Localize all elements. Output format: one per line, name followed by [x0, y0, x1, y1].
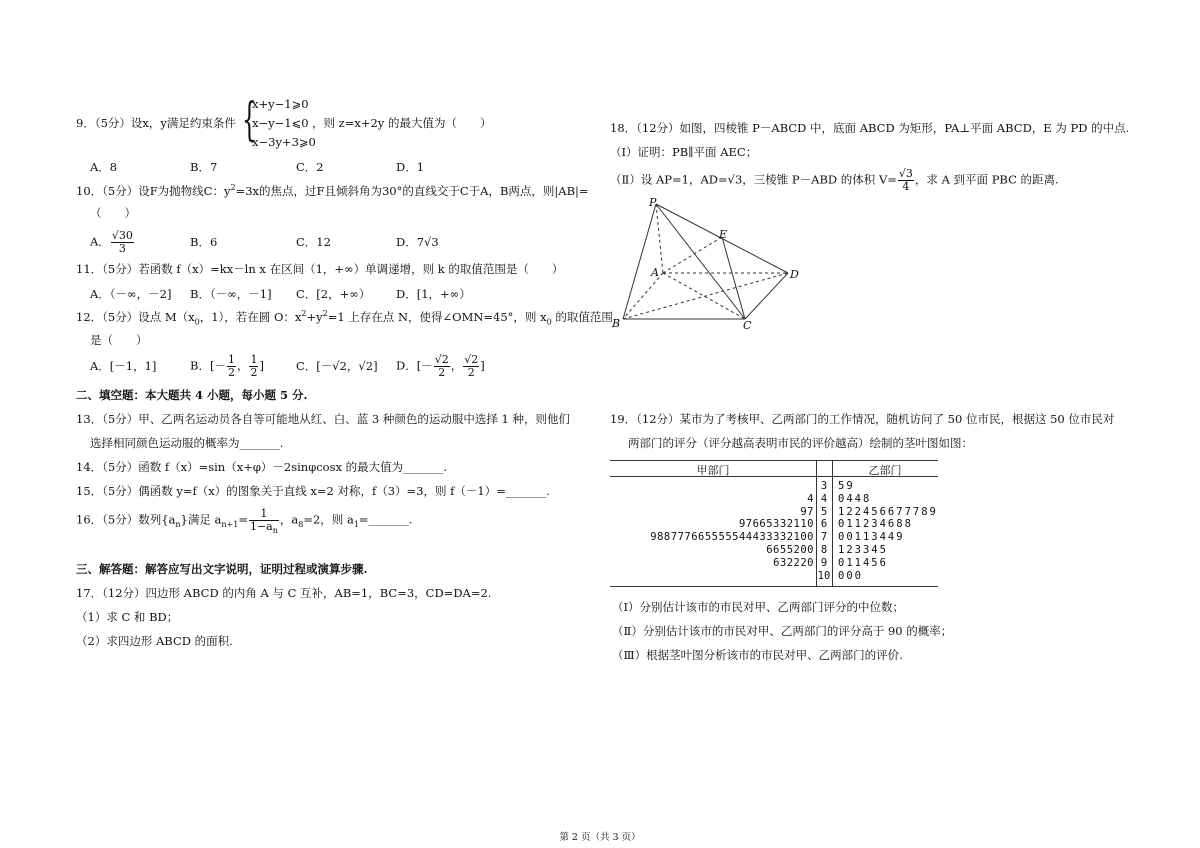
- plot-rows: [610, 480, 938, 582]
- stem: 10: [817, 569, 831, 582]
- q15-text: 15．（5分）偶函数 y=f（x）的图象关于直线 x=2 对称，f（3）=3，则 f（－1）=_______.: [76, 484, 550, 498]
- q13-line2: 选择相同颜色运动服的概率为_______.: [90, 436, 284, 450]
- q10-option-d: D．7√3: [396, 235, 439, 249]
- stem-leaf-row: [610, 518, 938, 531]
- q9-stem: 9．（5分）设x，y满足约束条件: [76, 116, 236, 130]
- right-leaves: 59: [838, 480, 855, 492]
- stem: 3: [820, 480, 828, 492]
- right-leaves: 0448: [838, 492, 872, 505]
- right-head: 乙部门: [868, 464, 902, 477]
- q10-option-c: C．12: [296, 235, 331, 249]
- right-leaves: 122456677789: [838, 505, 938, 518]
- plot-bottom-rule: [610, 586, 938, 587]
- stem-leaf-row: [610, 544, 938, 557]
- q10-paren: （ ）: [90, 206, 136, 220]
- q9-option-b: B．7: [190, 160, 218, 174]
- q19-sub1: （Ⅰ）分别估计该市的市民对甲、乙两部门评分的中位数；: [612, 600, 905, 614]
- stem-leaf-row: [610, 531, 938, 544]
- q19-line2: 两部门的评分（评分越高表明市民的评价越高）绘制的茎叶图如图：: [628, 436, 973, 450]
- q18-line2: （Ⅰ）证明：PB∥平面 AEC；: [610, 145, 758, 159]
- q17-line3: （2）求四边形 ABCD 的面积.: [76, 634, 233, 648]
- stem: 4: [820, 492, 828, 505]
- q12-option-a: A．[－1，1]: [90, 359, 157, 373]
- q11-option-d: D．[1，+∞）: [396, 287, 471, 301]
- edge-ae: [663, 237, 722, 273]
- q19-sub3: （Ⅲ）根据茎叶图分析该市的市民对甲、乙两部门的评价.: [612, 648, 903, 662]
- stem: 6: [820, 518, 828, 531]
- section-2-title: 二、填空题：本大题共 4 小题，每小题 5 分.: [76, 388, 308, 402]
- stem: 5: [820, 505, 828, 518]
- edge-ab: [623, 273, 663, 319]
- stem: 8: [820, 543, 828, 556]
- section-3-title: 三、解答题：解答应写出文字说明，证明过程或演算步骤.: [76, 562, 368, 576]
- q10-option-b: B．6: [190, 235, 218, 249]
- edge-pc: [656, 204, 745, 319]
- q17-line2: （1）求 C 和 BD；: [76, 610, 179, 624]
- stem-leaf-plot: [610, 460, 940, 588]
- stem: 9: [820, 556, 828, 569]
- edge-bd: [623, 273, 788, 319]
- q9-option-d: D．1: [396, 160, 425, 174]
- q10-stem: 10．（5分）设F为抛物线C：$y^2=3x$的焦点，过F且倾斜角为30°的直线交于C于A，B两点，则|AB|=: [76, 183, 589, 198]
- q12-stem: 12．（5分）设点 $M(x_0$，1），若在圆 O：$x^2+y^2=1$ 上存在点 N，使得∠OMN=45°，则 $x_0$ 的取值范围: [76, 309, 613, 327]
- page-footer: 第 2 页（共 3 页）: [559, 832, 641, 843]
- q18-line3: （Ⅱ）设 AP=1，AD=√3，三棱锥 P－ABD 的体积 V= $\frac{√3}{4}$ ，求 A 到平面 PBC 的距离.: [610, 167, 1059, 193]
- right-leaves: 011456: [838, 556, 888, 569]
- stem-leaf-row: [610, 570, 938, 583]
- edge-pb: [623, 204, 656, 319]
- q9-condition-2: x−y−1⩽0: [252, 116, 309, 130]
- q13-line1: 13．（5分）甲、乙两名运动员各自等可能地从红、白、蓝 3 种颜色的运动服中选择 1 种，则他们: [76, 412, 570, 426]
- q9-condition-1: x+y−1⩾0: [252, 97, 309, 111]
- stem-leaf-row: [610, 557, 938, 570]
- stem-leaf-row: [610, 480, 938, 493]
- q18-line1: 18．（12分）如图，四棱锥 P－ABCD 中，底面 ABCD 为矩形，PA⊥平面 ABCD，E 为 PD 的中点.: [610, 121, 1130, 135]
- right-leaves: 123345: [838, 543, 888, 556]
- label-d: D: [790, 268, 799, 281]
- stem-leaf-row: [610, 506, 938, 519]
- q10-option-a: A． $\frac{√30}{3}$: [90, 229, 133, 255]
- left-leaves: 97665332110: [738, 518, 814, 531]
- q12-option-b: B．[－ $\frac{1}{2}$ ， $\frac{1}{2}$ ]: [190, 353, 264, 379]
- label-p: P: [649, 196, 657, 209]
- stem-leaf-row: [610, 493, 938, 506]
- right-leaves: 000: [838, 569, 863, 582]
- q12-option-d: D．[－ $\frac{√2}{2}$ ， $\frac{√2}{2}$ ]: [396, 353, 485, 379]
- q16-text: 16．（5分）数列$\{a_n\}$满足 $a_{n+1}=$ $\frac{1}{1-a_n}$ ，$a_8=2$，则 $a_1=\_\_\_\_\_\_\_$.: [76, 507, 413, 536]
- stem: 7: [820, 531, 828, 544]
- brace-symbol: {: [242, 92, 257, 146]
- left-leaves: 4: [807, 492, 814, 505]
- plot-top-rule: [610, 460, 938, 461]
- q9-condition-3: x−3y+3⩾0: [252, 135, 316, 149]
- q11-stem: 11．（5分）若函数 f（x）=kx－ln x 在区间（1，+∞）单调递增，则 k 的取值范围是（ ）: [76, 262, 564, 276]
- q9-tail: ，则 z=x+2y 的最大值为（ ）: [312, 116, 492, 130]
- q9-option-c: C．2: [296, 160, 324, 174]
- label-b: B: [612, 317, 621, 330]
- left-leaves: 632220: [773, 556, 814, 569]
- edge-ec: [722, 237, 745, 319]
- q14-text: 14．（5分）函数 f（x）=sin（x+φ）－2sinφcosx 的最大值为_______.: [76, 460, 448, 474]
- q11-option-c: C．[2，+∞）: [296, 287, 371, 301]
- q11-option-a: A．（－∞，－2]: [90, 287, 172, 301]
- label-e: E: [719, 228, 728, 241]
- left-leaves: 988777665555544433332100: [650, 531, 814, 544]
- right-leaves: 011234688: [838, 518, 913, 531]
- left-leaves: 97: [800, 505, 814, 518]
- q11-option-b: B．（－∞，－1]: [190, 287, 272, 301]
- q9-option-a: A．8: [90, 160, 118, 174]
- left-leaves: 6655200: [766, 543, 814, 556]
- label-c: C: [743, 319, 752, 332]
- q17-line1: 17．（12分）四边形 ABCD 的内角 A 与 C 互补，AB=1，BC=3，CD=DA=2.: [76, 586, 492, 600]
- edge-pa: [656, 204, 663, 273]
- q12-option-c: C．[－√2，√2]: [296, 359, 378, 373]
- q19-line1: 19．（12分）某市为了考核甲、乙两部门的工作情况，随机访问了 50 位市民，根据这 50 位市民对: [610, 412, 1115, 426]
- pyramid-figure: [605, 195, 810, 335]
- left-head: 甲部门: [696, 464, 730, 477]
- right-leaves: 00113449: [838, 531, 905, 544]
- edge-cd: [745, 273, 788, 319]
- label-a: A: [651, 266, 659, 279]
- q12-line2: 是（ ）: [90, 333, 148, 347]
- q19-sub2: （Ⅱ）分别估计该市的市民对甲、乙两部门的评分高于 90 的概率；: [612, 624, 953, 638]
